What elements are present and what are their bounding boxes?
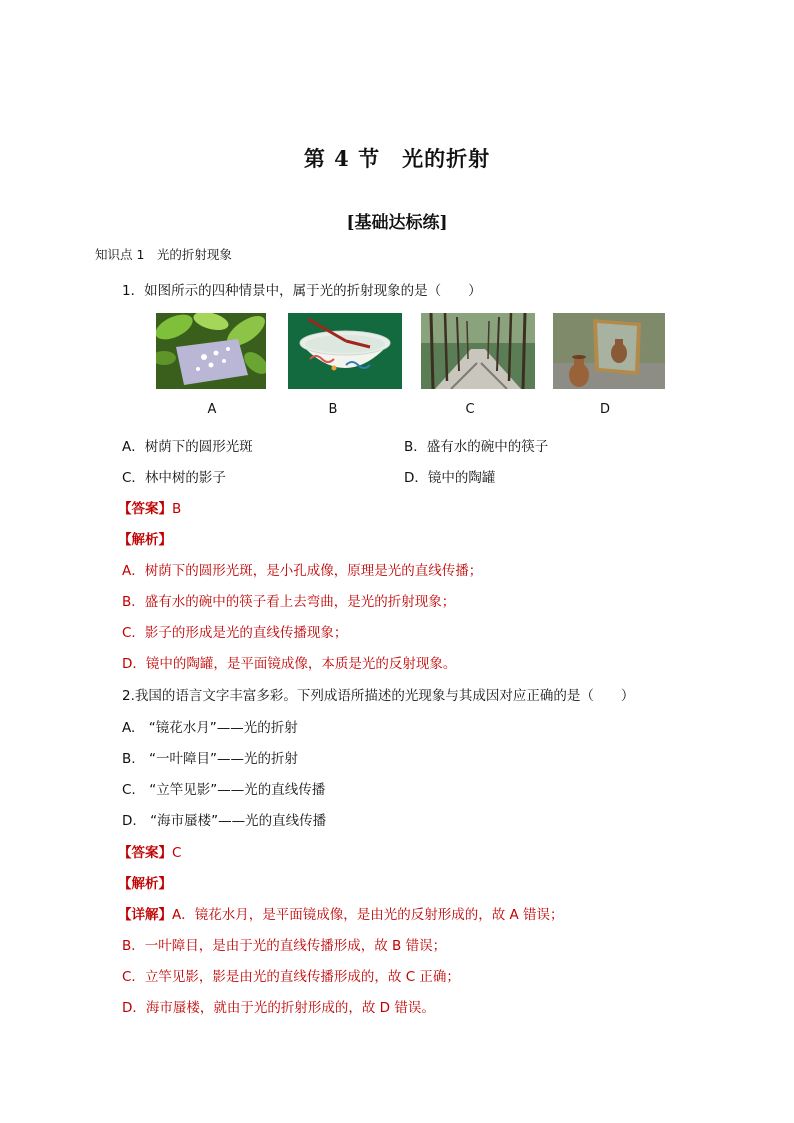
image-label-c: C xyxy=(465,402,475,417)
q1-option-c: C．林中树的影子 xyxy=(122,470,226,486)
q1-analysis-line: D．镜中的陶罐，是平面镜成像，本质是光的反射现象。 xyxy=(122,656,457,672)
knowledge-point-heading: 知识点 1 光的折射现象 xyxy=(95,247,232,262)
image-c-forest-shadows xyxy=(421,313,535,389)
question-2-stem: 2.我国的语言文字丰富多彩。下列成语所描述的光现象与其成因对应正确的是（ ） xyxy=(122,688,635,704)
image-a-light-spots xyxy=(156,313,266,389)
q2-option-c: C. “立竿见影”——光的直线传播 xyxy=(122,782,326,798)
q1-analysis-head: 【解析】 xyxy=(118,532,172,548)
q2-detail-first: A．镜花水月，是平面镜成像，是由光的反射形成的，故 A 错误； xyxy=(172,907,564,923)
q2-answer-head: 【答案】 xyxy=(118,845,172,861)
q1-analysis-line: C．影子的形成是光的直线传播现象； xyxy=(122,625,348,641)
q1-analysis-line: B．盛有水的碗中的筷子看上去弯曲，是光的折射现象； xyxy=(122,594,456,610)
q2-detail-line: B．一叶障目，是由于光的直线传播形成，故 B 错误； xyxy=(122,938,447,954)
q1-analysis-line: A．树荫下的圆形光斑，是小孔成像，原理是光的直线传播； xyxy=(122,563,483,579)
q1-answer xyxy=(118,497,181,517)
image-b-bowl-chopstick xyxy=(288,313,402,389)
image-label-d: D xyxy=(599,402,610,417)
q2-option-d: D. “海市蜃楼”——光的直线传播 xyxy=(122,813,327,829)
q2-answer-value: C xyxy=(172,845,182,861)
q2-option-b: B. “一叶障目”——光的折射 xyxy=(122,751,299,767)
image-label-b: B xyxy=(328,402,338,417)
q2-detail-head: 【详解】 xyxy=(118,907,172,923)
image-label-a: A xyxy=(207,402,217,417)
q1-option-b: B．盛有水的碗中的筷子 xyxy=(404,439,549,455)
question-1-stem: 1．如图所示的四种情景中，属于光的折射现象的是（ ） xyxy=(122,283,482,299)
q1-option-d: D．镜中的陶罐 xyxy=(404,470,496,486)
q1-answer-value: B xyxy=(172,501,182,517)
q2-detail-line: C．立竿见影，影是由光的直线传播形成的，故 C 正确； xyxy=(122,969,460,985)
image-d-mirror-vase xyxy=(553,313,665,389)
q2-option-a: A. “镜花水月”——光的折射 xyxy=(122,720,298,736)
q2-analysis-head: 【解析】 xyxy=(118,876,172,892)
q1-answer-head: 【答案】 xyxy=(118,501,172,517)
q1-option-a: A．树荫下的圆形光斑 xyxy=(122,439,253,455)
q2-detail-line: D．海市蜃楼，就由于光的折射形成的，故 D 错误。 xyxy=(122,1000,435,1016)
q2-detail-line xyxy=(118,903,564,923)
q2-answer xyxy=(118,841,181,861)
page-title: 第 4 节 光的折射 xyxy=(303,146,491,171)
section-title: [基础达标练] xyxy=(346,213,448,233)
